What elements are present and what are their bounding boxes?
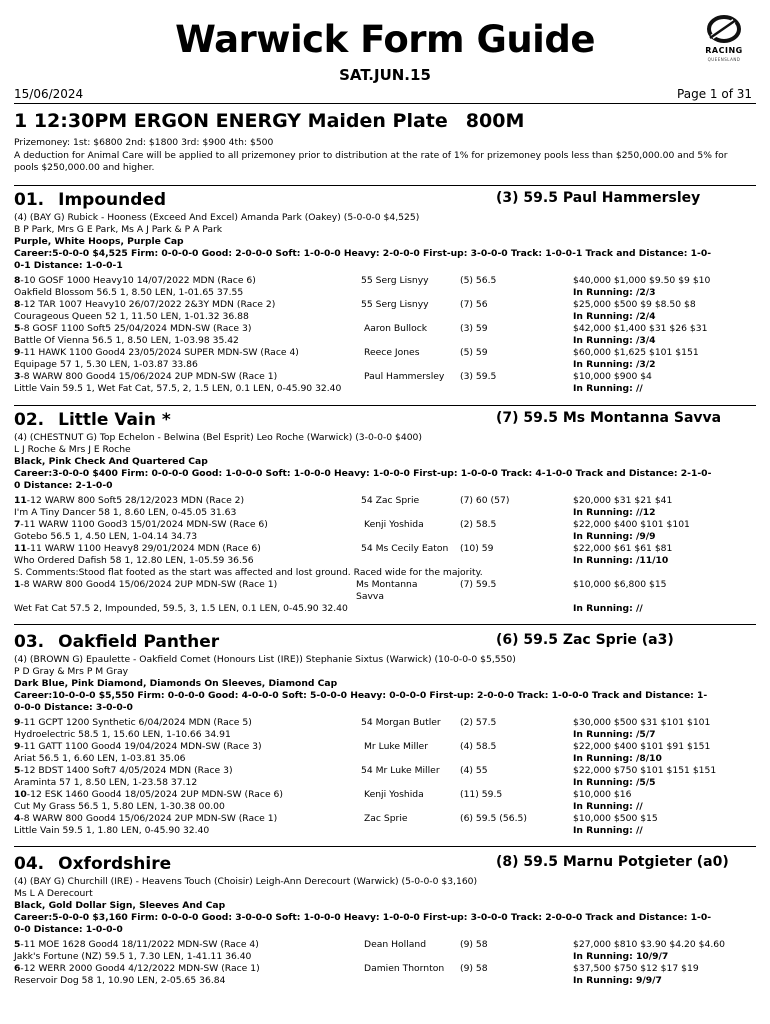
- print-date: 15/06/2024: [14, 87, 84, 101]
- runner-name: 04. Oxfordshire: [14, 854, 172, 874]
- runner-owners: B P Park, Mrs G E Park, Ms A J Park & P A Park: [14, 224, 223, 235]
- runner-barrier-jockey: (3) 59.5 Paul Hammersley: [496, 190, 701, 206]
- form-start: 1-8 WARW 800 Good4 15/06/2024 2UP MDN-SW (Race 1) Ms Montanna Savva (7) 59.5 $10,000 $6,800 $15 Wet Fat Cat 57.5 2, Impounded, 59.5, 3, 1.5 LEN, 0.1 LEN, 0-45.90 32.40 In Running: //: [14, 579, 667, 614]
- logo-text: RACING: [705, 46, 743, 55]
- runner-colours: Black, Pink Check And Quartered Cap: [14, 456, 208, 467]
- form-start: 9-11 GATT 1100 Good4 19/04/2024 MDN-SW (Race 3) Mr Luke Miller (4) 58.5 $22,000 $400 $101 $91 $151 Ariat 56.5 1, 6.60 LEN, 1-03.81 35.06 In Running: /8/10: [14, 741, 711, 764]
- runner-4: [14, 854, 756, 987]
- form-start: 5-8 GOSF 1100 Soft5 25/04/2024 MDN-SW (Race 3) Aaron Bullock (3) 59 $42,000 $1,400 $31 $26 $31 Battle Of Vienna 56.5 1, 8.50 LEN, 1-03.98 35.42 In Running: /3/4: [14, 323, 708, 346]
- form-start: 7-11 WARW 1100 Good3 15/01/2024 MDN-SW (Race 6) Kenji Yoshida (2) 58.5 $22,000 $400 $101 $101 Gotebo 56.5 1, 4.50 LEN, 1-04.14 34.73 In Running: /9/9: [14, 519, 690, 542]
- form-start: 5-12 BDST 1400 Soft7 4/05/2024 MDN (Race 3) 54 Mr Luke Miller (4) 55 $22,000 $750 $101 $151 $151 Araminta 57 1, 8.50 LEN, 1-23.58 37.12 In Running: /5/5: [14, 765, 717, 788]
- runner-owners: P D Gray & Mrs P M Gray: [14, 666, 129, 677]
- racing-logo-icon: [690, 12, 758, 46]
- form-start: 6-12 WERR 2000 Good4 4/12/2022 MDN-SW (Race 1) Damien Thornton (9) 58 $37,500 $750 $12 $17 $19 Reservoir Dog 58 1, 10.90 LEN, 2-05.65 36.84 In Running: 9/9/7: [14, 963, 699, 986]
- runner-breeding: (4) (BAY G) Churchill (IRE) - Heavens Touch (Choisir) Leigh-Ann Derecourt (Warwick) (5-0-0-0 $3,160): [14, 876, 478, 887]
- form-start: 5-11 MOE 1628 Good4 18/11/2022 MDN-SW (Race 4) Dean Holland (9) 58 $27,000 $810 $3.90 $4.20 $4.60 Jakk's Fortune (NZ) 59.5 1, 7.30 LEN, 1-41.11 36.40 In Running: 10/9/7: [14, 939, 725, 962]
- runner-breeding: (4) (BAY G) Rubick - Hooness (Exceed And Excel) Amanda Park (Oakey) (5-0-0-0 $4,525): [14, 212, 420, 223]
- runner-barrier-jockey: (6) 59.5 Zac Sprie (a3): [496, 632, 674, 648]
- runner-divider: [14, 624, 756, 625]
- runner-barrier-jockey: (8) 59.5 Marnu Potgieter (a0): [496, 854, 729, 870]
- page-title: Warwick Form Guide: [175, 18, 595, 61]
- runner-divider: [14, 405, 756, 406]
- race-divider: [14, 185, 756, 186]
- header-divider: [14, 103, 756, 104]
- runner-career: Career:10-0-0-0 $5,550 Firm: 0-0-0-0 Good: 4-0-0-0 Soft: 5-0-0-0 Heavy: 0-0-0-0 First-up: 2-0-0-0 Track: 1-0-0-0 Track and Distance: 1-0-0-0 Distance: 3-0-0-0: [14, 690, 708, 713]
- form-start: 8-12 TAR 1007 Heavy10 26/07/2022 2&3Y MDN (Race 2) 55 Serg Lisnyy (7) 56 $25,000 $500 $9 $8.50 $8 Courageous Queen 52 1, 11.50 LEN, 1-01.32 36.88 In Running: /2/4: [14, 299, 696, 322]
- runner-barrier-jockey: (7) 59.5 Ms Montanna Savva: [496, 410, 722, 426]
- form-start: 9-11 HAWK 1100 Good4 23/05/2024 SUPER MDN-SW (Race 4) Reece Jones (5) 59 $60,000 $1,625 $101 $151 Equipage 57 1, 5.30 LEN, 1-03.87 33.86 In Running: /3/2: [14, 347, 699, 370]
- deduction-note: A deduction for Animal Care will be applied to all prizemoney prior to distribution at the rate of 1% for prizemoney pools less than $250,000.00 and 5% for pools $250,000.00 and higher.: [14, 150, 728, 173]
- runner-owners: L J Roche & Mrs J E Roche: [14, 444, 131, 455]
- form-start: 10-12 ESK 1460 Good4 18/05/2024 2UP MDN-SW (Race 6) Kenji Yoshida (11) 59.5 $10,000 $16 Cut My Grass 56.5 1, 5.80 LEN, 1-30.38 00.00 In Running: //: [14, 789, 643, 812]
- runner-name: 02. Little Vain *: [14, 410, 171, 430]
- race-distance: 800M: [465, 110, 525, 132]
- runner-3: [14, 632, 756, 837]
- stewards-comment: S. Comments:Stood flat footed as the start was affected and lost ground. Raced wide for the majority.: [14, 567, 483, 578]
- runner-breeding: (4) (BROWN G) Epaulette - Oakfield Comet (Honours List (IRE)) Stephanie Sixtus (Warwick) (10-0-0-0 $5,550): [14, 654, 516, 665]
- runner-name: 03. Oakfield Panther: [14, 632, 220, 652]
- runner-owners: Ms L A Derecourt: [14, 888, 93, 899]
- racing-queensland-logo: [690, 12, 758, 68]
- form-start: 4-8 WARW 800 Good4 15/06/2024 2UP MDN-SW (Race 1) Zac Sprie (6) 59.5 (56.5) $10,000 $500 $15 Little Vain 59.5 1, 1.80 LEN, 0-45.90 32.40 In Running: //: [14, 813, 658, 836]
- form-start: 3-8 WARW 800 Good4 15/06/2024 2UP MDN-SW (Race 1) Paul Hammersley (3) 59.5 $10,000 $900 $4 Little Vain 59.5 1, Wet Fat Cat, 57.5, 2, 1.5 LEN, 0.1 LEN, 0-45.90 32.40 In Running: //: [14, 371, 652, 394]
- runner-breeding: (4) (CHESTNUT G) Top Echelon - Belwina (Bel Esprit) Leo Roche (Warwick) (3-0-0-0 $400): [14, 432, 422, 443]
- runner-career: Career:5-0-0-0 $3,160 Firm: 0-0-0-0 Good: 3-0-0-0 Soft: 1-0-0-0 Heavy: 1-0-0-0 First-up: 3-0-0-0 Track: 2-0-0-0 Track and Distance: 1-0-0-0 Distance: 1-0-0-0: [14, 912, 712, 935]
- runner-2: [14, 410, 756, 615]
- runner-career: Career:5-0-0-0 $4,525 Firm: 0-0-0-0 Good: 2-0-0-0 Soft: 1-0-0-0 Heavy: 2-0-0-0 First-up: 3-0-0-0 Track: 1-0-0-1 Track and Distance: 1-0-0-1 Distance: 1-0-0-1: [14, 248, 712, 271]
- logo-subtext: QUEENSLAND: [707, 57, 741, 62]
- runner-colours: Dark Blue, Pink Diamond, Diamonds On Sleeves, Diamond Cap: [14, 678, 338, 689]
- race-title: [14, 110, 524, 132]
- runner-name: 01. Impounded: [14, 190, 167, 210]
- meeting-date: SAT.JUN.15: [339, 66, 431, 84]
- runner-colours: Black, Gold Dollar Sign, Sleeves And Cap: [14, 900, 226, 911]
- form-start: 11-12 WARW 800 Soft5 28/12/2023 MDN (Race 2) 54 Zac Sprie (7) 60 (57) $20,000 $31 $21 $41 I'm A Tiny Dancer 58 1, 8.60 LEN, 0-45.05 31.63 In Running: //12: [14, 495, 673, 518]
- runner-colours: Purple, White Hoops, Purple Cap: [14, 236, 184, 247]
- form-start: 8-10 GOSF 1000 Heavy10 14/07/2022 MDN (Race 6) 55 Serg Lisnyy (5) 56.5 $40,000 $1,000 $9.50 $9 $10 Oakfield Blossom 56.5 1, 8.50 LEN, 1-01.65 37.55 In Running: /2/3: [14, 275, 711, 298]
- runner-career: Career:3-0-0-0 $400 Firm: 0-0-0-0 Good: 1-0-0-0 Soft: 1-0-0-0 Heavy: 1-0-0-0 First-up: 1-0-0-0 Track: 4-1-0-0 Track and Distance: 2-1-0-0 Distance: 2-1-0-0: [14, 468, 712, 491]
- page-number: Page 1 of 31: [677, 87, 752, 101]
- race-name: 1 12:30PM ERGON ENERGY Maiden Plate: [14, 110, 448, 132]
- runner-divider: [14, 846, 756, 847]
- form-start: 9-11 GCPT 1200 Synthetic 6/04/2024 MDN (Race 5) 54 Morgan Butler (2) 57.5 $30,000 $500 $31 $101 $101 Hydroelectric 58.5 1, 15.60 LEN, 1-10.66 34.91 In Running: /5/7: [14, 717, 711, 740]
- runner-1: [14, 190, 756, 395]
- form-start: 11-11 WARW 1100 Heavy8 29/01/2024 MDN (Race 6) 54 Ms Cecily Eaton (10) 59 $22,000 $61 $61 $81 Who Ordered Dafish 58 1, 12.80 LEN, 1-05.59 36.56 In Running: /11/10: [14, 543, 673, 566]
- prizemoney: Prizemoney: 1st: $6800 2nd: $1800 3rd: $900 4th: $500: [14, 137, 274, 148]
